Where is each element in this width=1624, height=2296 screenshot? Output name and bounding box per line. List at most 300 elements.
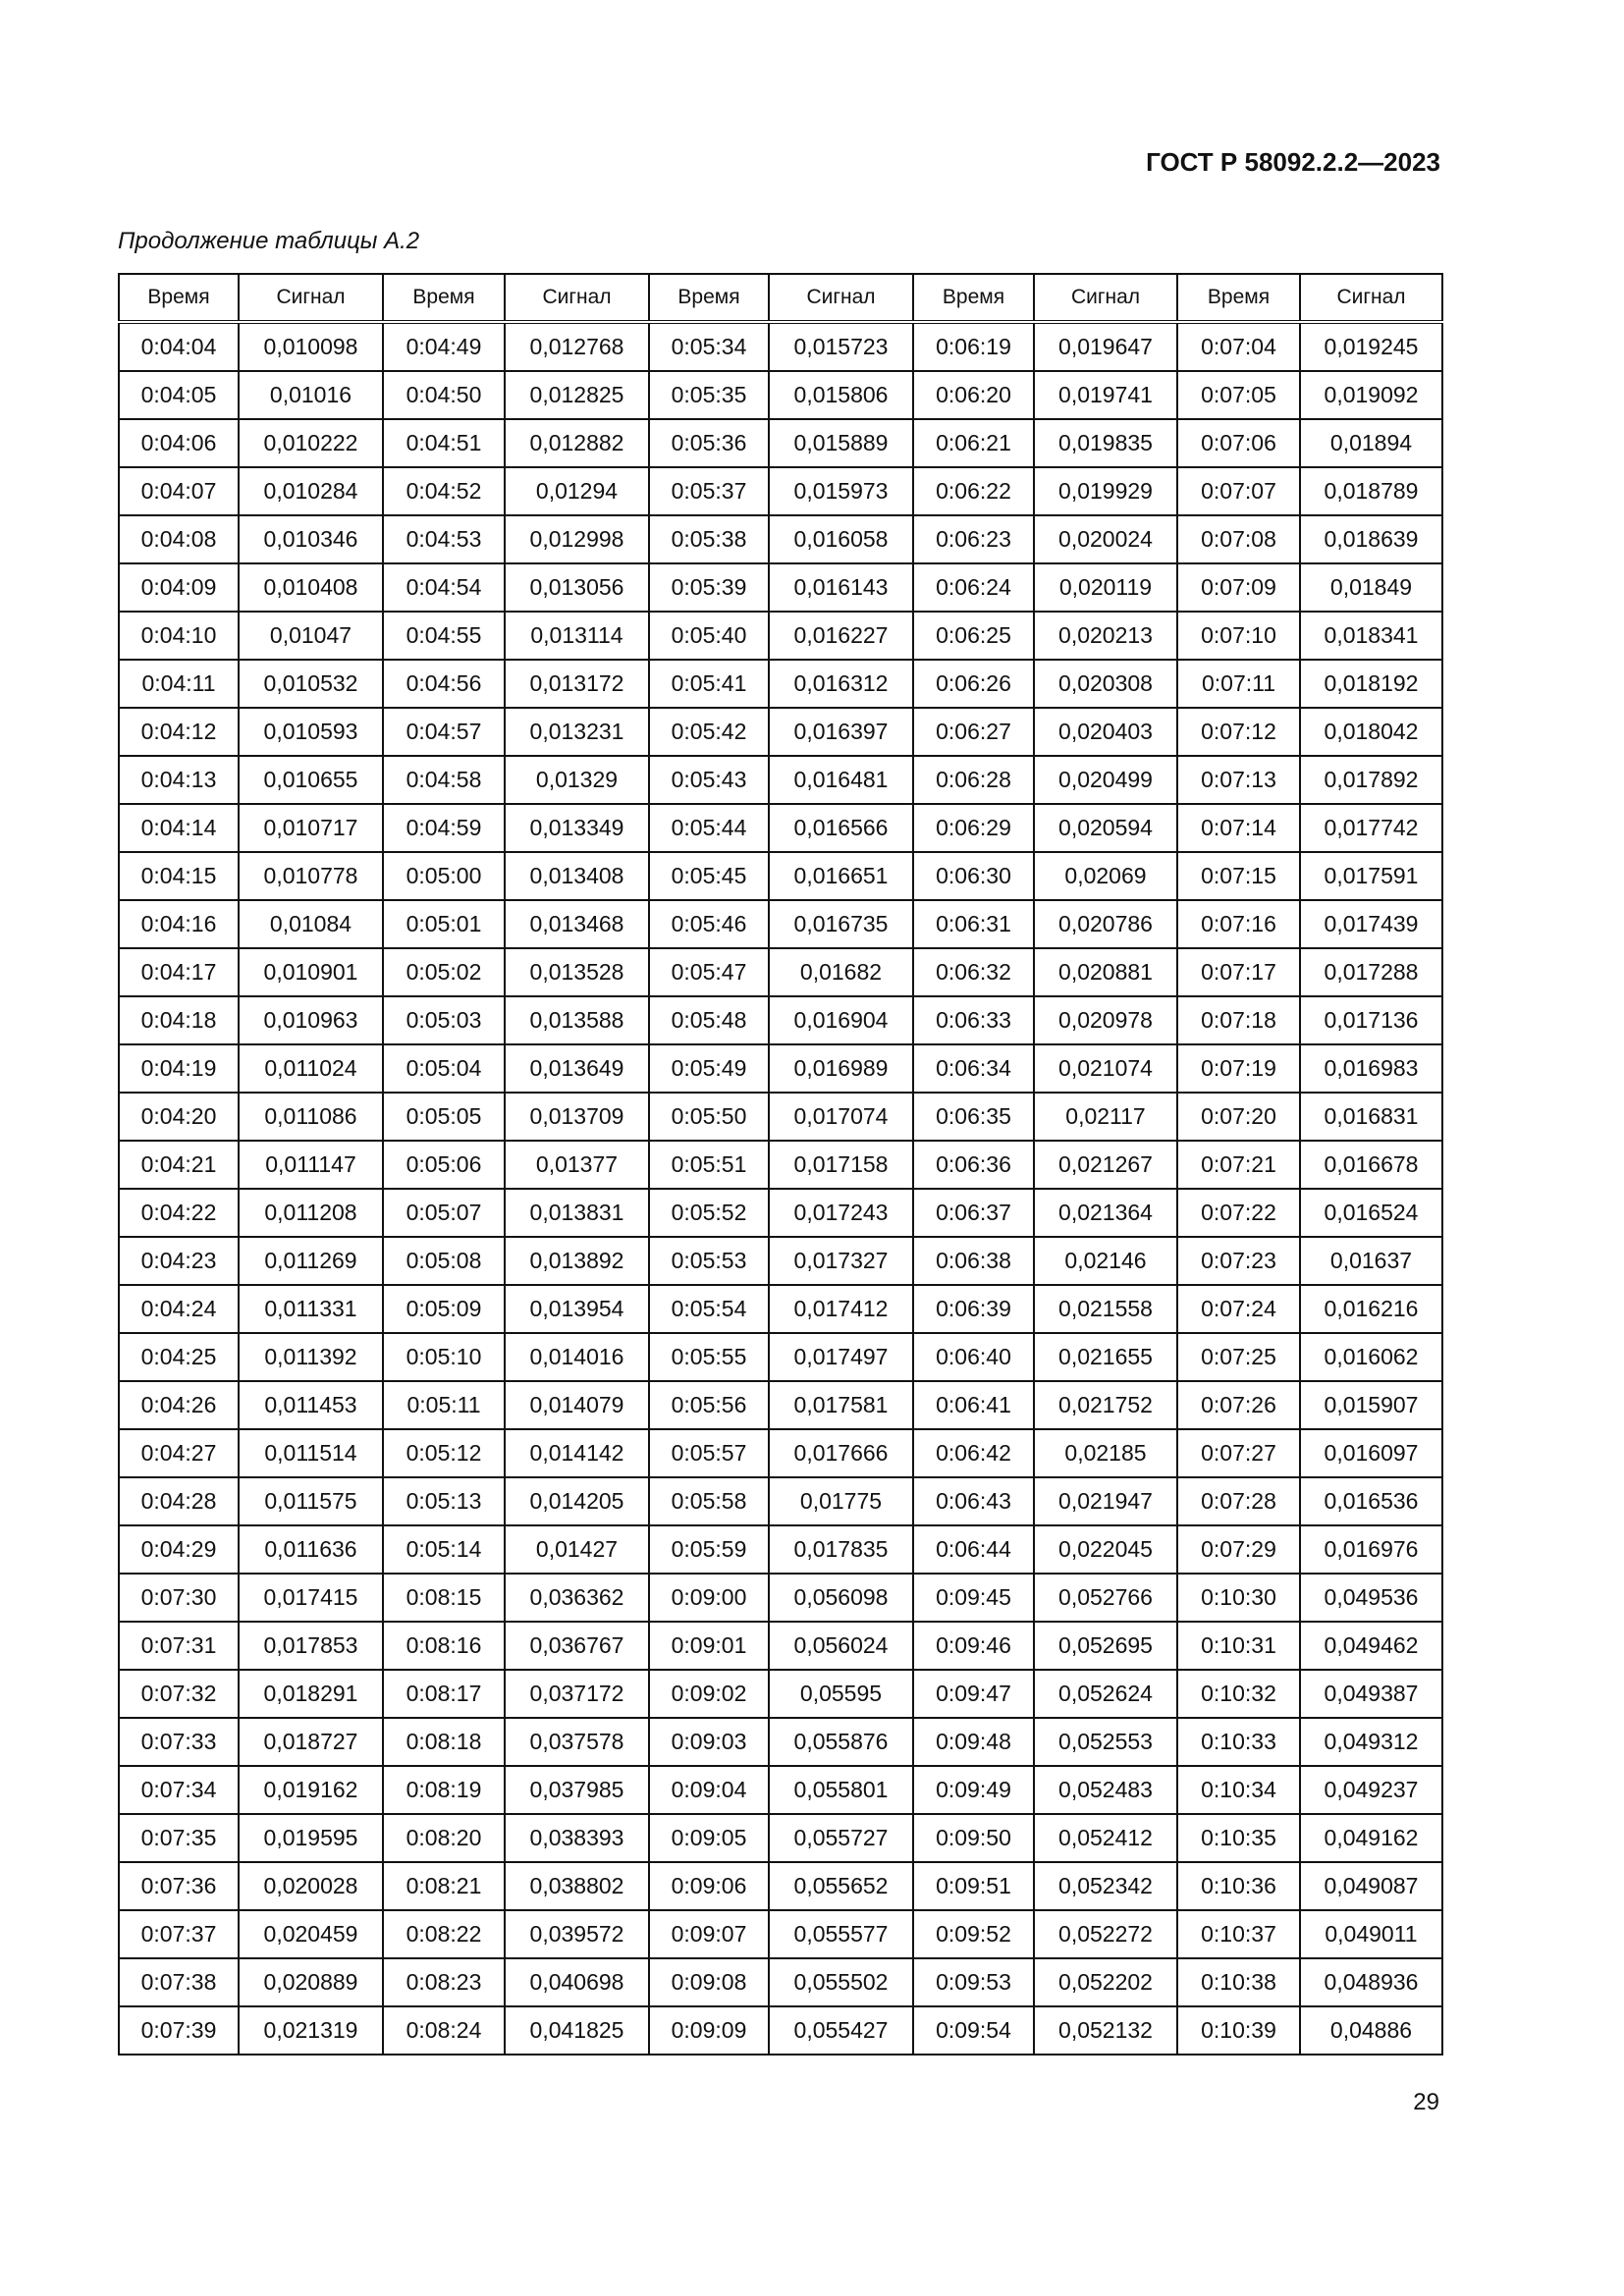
time-cell: 0:07:14: [1177, 804, 1300, 852]
signal-cell: 0,010778: [239, 852, 383, 900]
signal-cell: 0,052272: [1034, 1910, 1177, 1958]
signal-cell: 0,012768: [505, 322, 649, 371]
signal-cell: 0,055727: [769, 1814, 913, 1862]
time-cell: 0:05:47: [649, 948, 769, 996]
signal-cell: 0,052553: [1034, 1718, 1177, 1766]
signal-cell: 0,017327: [769, 1237, 913, 1285]
table-row: [119, 1141, 1442, 1189]
signal-cell: 0,01047: [239, 612, 383, 660]
table-row: [119, 1574, 1442, 1622]
signal-cell: 0,016097: [1300, 1429, 1442, 1477]
signal-cell: 0,056024: [769, 1622, 913, 1670]
signal-cell: 0,010963: [239, 996, 383, 1044]
time-cell: 0:05:37: [649, 467, 769, 515]
time-cell: 0:07:20: [1177, 1093, 1300, 1141]
signal-cell: 0,01377: [505, 1141, 649, 1189]
signal-cell: 0,016536: [1300, 1477, 1442, 1525]
signal-cell: 0,020459: [239, 1910, 383, 1958]
time-cell: 0:04:15: [119, 852, 239, 900]
signal-cell: 0,016143: [769, 563, 913, 612]
time-cell: 0:09:48: [913, 1718, 1034, 1766]
column-header-time: Время: [383, 274, 505, 322]
signal-cell: 0,02185: [1034, 1429, 1177, 1477]
time-cell: 0:04:54: [383, 563, 505, 612]
signal-cell: 0,052412: [1034, 1814, 1177, 1862]
table-row: [119, 660, 1442, 708]
time-cell: 0:07:33: [119, 1718, 239, 1766]
table-row: [119, 1718, 1442, 1766]
table-row: [119, 996, 1442, 1044]
signal-cell: 0,013114: [505, 612, 649, 660]
signal-cell: 0,020594: [1034, 804, 1177, 852]
time-cell: 0:08:20: [383, 1814, 505, 1862]
signal-cell: 0,049462: [1300, 1622, 1442, 1670]
signal-cell: 0,017412: [769, 1285, 913, 1333]
time-cell: 0:07:37: [119, 1910, 239, 1958]
signal-cell: 0,012998: [505, 515, 649, 563]
signal-cell: 0,017415: [239, 1574, 383, 1622]
time-cell: 0:05:40: [649, 612, 769, 660]
data-table: [118, 273, 1443, 2056]
signal-cell: 0,017074: [769, 1093, 913, 1141]
signal-cell: 0,019647: [1034, 322, 1177, 371]
time-cell: 0:07:21: [1177, 1141, 1300, 1189]
signal-cell: 0,013172: [505, 660, 649, 708]
time-cell: 0:05:05: [383, 1093, 505, 1141]
signal-cell: 0,013892: [505, 1237, 649, 1285]
signal-cell: 0,018341: [1300, 612, 1442, 660]
signal-cell: 0,021319: [239, 2006, 383, 2055]
time-cell: 0:04:05: [119, 371, 239, 419]
signal-cell: 0,019595: [239, 1814, 383, 1862]
table-row: [119, 1670, 1442, 1718]
page-number: 29: [1413, 2089, 1439, 2115]
time-cell: 0:05:45: [649, 852, 769, 900]
time-cell: 0:07:24: [1177, 1285, 1300, 1333]
time-cell: 0:04:24: [119, 1285, 239, 1333]
time-cell: 0:05:10: [383, 1333, 505, 1381]
time-cell: 0:09:05: [649, 1814, 769, 1862]
time-cell: 0:06:26: [913, 660, 1034, 708]
signal-cell: 0,013408: [505, 852, 649, 900]
column-header-signal: Сигнал: [769, 274, 913, 322]
time-cell: 0:06:28: [913, 756, 1034, 804]
time-cell: 0:09:01: [649, 1622, 769, 1670]
signal-cell: 0,01775: [769, 1477, 913, 1525]
time-cell: 0:07:27: [1177, 1429, 1300, 1477]
signal-cell: 0,055801: [769, 1766, 913, 1814]
time-cell: 0:10:35: [1177, 1814, 1300, 1862]
time-cell: 0:06:43: [913, 1477, 1034, 1525]
signal-cell: 0,01016: [239, 371, 383, 419]
signal-cell: 0,02117: [1034, 1093, 1177, 1141]
signal-cell: 0,020119: [1034, 563, 1177, 612]
time-cell: 0:08:16: [383, 1622, 505, 1670]
signal-cell: 0,016062: [1300, 1333, 1442, 1381]
signal-cell: 0,049011: [1300, 1910, 1442, 1958]
signal-cell: 0,010655: [239, 756, 383, 804]
time-cell: 0:05:02: [383, 948, 505, 996]
signal-cell: 0,052695: [1034, 1622, 1177, 1670]
time-cell: 0:07:13: [1177, 756, 1300, 804]
time-cell: 0:10:38: [1177, 1958, 1300, 2006]
time-cell: 0:05:38: [649, 515, 769, 563]
time-cell: 0:06:23: [913, 515, 1034, 563]
signal-cell: 0,022045: [1034, 1525, 1177, 1574]
signal-cell: 0,016524: [1300, 1189, 1442, 1237]
signal-cell: 0,01294: [505, 467, 649, 515]
column-header-signal: Сигнал: [239, 274, 383, 322]
time-cell: 0:09:49: [913, 1766, 1034, 1814]
time-cell: 0:09:06: [649, 1862, 769, 1910]
signal-cell: 0,011392: [239, 1333, 383, 1381]
time-cell: 0:09:08: [649, 1958, 769, 2006]
signal-cell: 0,016651: [769, 852, 913, 900]
time-cell: 0:07:22: [1177, 1189, 1300, 1237]
signal-cell: 0,049387: [1300, 1670, 1442, 1718]
signal-cell: 0,016989: [769, 1044, 913, 1093]
signal-cell: 0,019835: [1034, 419, 1177, 467]
signal-cell: 0,017243: [769, 1189, 913, 1237]
column-header-signal: Сигнал: [505, 274, 649, 322]
table-row: [119, 467, 1442, 515]
table-row: [119, 1189, 1442, 1237]
signal-cell: 0,052766: [1034, 1574, 1177, 1622]
signal-cell: 0,019929: [1034, 467, 1177, 515]
time-cell: 0:05:58: [649, 1477, 769, 1525]
signal-cell: 0,010901: [239, 948, 383, 996]
time-cell: 0:07:16: [1177, 900, 1300, 948]
time-cell: 0:07:28: [1177, 1477, 1300, 1525]
signal-cell: 0,040698: [505, 1958, 649, 2006]
time-cell: 0:06:38: [913, 1237, 1034, 1285]
time-cell: 0:05:03: [383, 996, 505, 1044]
signal-cell: 0,052483: [1034, 1766, 1177, 1814]
time-cell: 0:09:07: [649, 1910, 769, 1958]
signal-cell: 0,011636: [239, 1525, 383, 1574]
time-cell: 0:06:33: [913, 996, 1034, 1044]
time-cell: 0:05:41: [649, 660, 769, 708]
signal-cell: 0,04886: [1300, 2006, 1442, 2055]
signal-cell: 0,015889: [769, 419, 913, 467]
time-cell: 0:06:29: [913, 804, 1034, 852]
time-cell: 0:09:09: [649, 2006, 769, 2055]
signal-cell: 0,014142: [505, 1429, 649, 1477]
signal-cell: 0,016397: [769, 708, 913, 756]
signal-cell: 0,013468: [505, 900, 649, 948]
signal-cell: 0,020403: [1034, 708, 1177, 756]
time-cell: 0:06:36: [913, 1141, 1034, 1189]
signal-cell: 0,01637: [1300, 1237, 1442, 1285]
time-cell: 0:08:17: [383, 1670, 505, 1718]
time-cell: 0:06:42: [913, 1429, 1034, 1477]
table-row: [119, 1285, 1442, 1333]
table-row: [119, 1862, 1442, 1910]
table-row: [119, 1044, 1442, 1093]
table-row: [119, 1766, 1442, 1814]
time-cell: 0:04:11: [119, 660, 239, 708]
signal-cell: 0,019741: [1034, 371, 1177, 419]
signal-cell: 0,052342: [1034, 1862, 1177, 1910]
time-cell: 0:05:06: [383, 1141, 505, 1189]
signal-cell: 0,038393: [505, 1814, 649, 1862]
time-cell: 0:05:56: [649, 1381, 769, 1429]
signal-cell: 0,010717: [239, 804, 383, 852]
column-header-time: Время: [1177, 274, 1300, 322]
signal-cell: 0,052202: [1034, 1958, 1177, 2006]
time-cell: 0:06:44: [913, 1525, 1034, 1574]
time-cell: 0:05:08: [383, 1237, 505, 1285]
table-header-row: [119, 274, 1442, 322]
time-cell: 0:07:15: [1177, 852, 1300, 900]
table-row: [119, 1093, 1442, 1141]
time-cell: 0:08:15: [383, 1574, 505, 1622]
time-cell: 0:07:23: [1177, 1237, 1300, 1285]
table-row: [119, 563, 1442, 612]
signal-cell: 0,037985: [505, 1766, 649, 1814]
signal-cell: 0,021752: [1034, 1381, 1177, 1429]
signal-cell: 0,016058: [769, 515, 913, 563]
signal-cell: 0,01427: [505, 1525, 649, 1574]
time-cell: 0:05:57: [649, 1429, 769, 1477]
time-cell: 0:07:08: [1177, 515, 1300, 563]
time-cell: 0:04:22: [119, 1189, 239, 1237]
signal-cell: 0,049536: [1300, 1574, 1442, 1622]
table-row: [119, 612, 1442, 660]
table-row: [119, 1333, 1442, 1381]
time-cell: 0:06:31: [913, 900, 1034, 948]
time-cell: 0:04:27: [119, 1429, 239, 1477]
time-cell: 0:08:24: [383, 2006, 505, 2055]
signal-cell: 0,012825: [505, 371, 649, 419]
time-cell: 0:05:59: [649, 1525, 769, 1574]
signal-cell: 0,021655: [1034, 1333, 1177, 1381]
signal-cell: 0,013056: [505, 563, 649, 612]
time-cell: 0:07:26: [1177, 1381, 1300, 1429]
time-cell: 0:10:34: [1177, 1766, 1300, 1814]
time-cell: 0:10:31: [1177, 1622, 1300, 1670]
time-cell: 0:07:09: [1177, 563, 1300, 612]
time-cell: 0:06:40: [913, 1333, 1034, 1381]
time-cell: 0:09:46: [913, 1622, 1034, 1670]
signal-cell: 0,049087: [1300, 1862, 1442, 1910]
time-cell: 0:10:36: [1177, 1862, 1300, 1910]
signal-cell: 0,015723: [769, 322, 913, 371]
time-cell: 0:04:08: [119, 515, 239, 563]
signal-cell: 0,021267: [1034, 1141, 1177, 1189]
signal-cell: 0,01084: [239, 900, 383, 948]
signal-cell: 0,017742: [1300, 804, 1442, 852]
time-cell: 0:09:54: [913, 2006, 1034, 2055]
time-cell: 0:05:00: [383, 852, 505, 900]
time-cell: 0:09:51: [913, 1862, 1034, 1910]
time-cell: 0:04:16: [119, 900, 239, 948]
signal-cell: 0,055502: [769, 1958, 913, 2006]
signal-cell: 0,011453: [239, 1381, 383, 1429]
time-cell: 0:07:36: [119, 1862, 239, 1910]
time-cell: 0:04:21: [119, 1141, 239, 1189]
table-row: [119, 1381, 1442, 1429]
table-row: [119, 1910, 1442, 1958]
signal-cell: 0,017497: [769, 1333, 913, 1381]
table-row: [119, 1622, 1442, 1670]
document-code: ГОСТ Р 58092.2.2—2023: [1146, 147, 1440, 177]
column-header-time: Время: [119, 274, 239, 322]
signal-cell: 0,016227: [769, 612, 913, 660]
time-cell: 0:04:25: [119, 1333, 239, 1381]
time-cell: 0:07:34: [119, 1766, 239, 1814]
table-row: [119, 322, 1442, 371]
signal-cell: 0,02146: [1034, 1237, 1177, 1285]
time-cell: 0:10:32: [1177, 1670, 1300, 1718]
signal-cell: 0,010346: [239, 515, 383, 563]
signal-cell: 0,016566: [769, 804, 913, 852]
time-cell: 0:04:29: [119, 1525, 239, 1574]
signal-cell: 0,016312: [769, 660, 913, 708]
time-cell: 0:10:33: [1177, 1718, 1300, 1766]
time-cell: 0:04:14: [119, 804, 239, 852]
time-cell: 0:06:41: [913, 1381, 1034, 1429]
table-caption: Продолжение таблицы А.2: [118, 228, 420, 254]
table-body: [119, 322, 1442, 2055]
time-cell: 0:06:21: [913, 419, 1034, 467]
table-row: [119, 948, 1442, 996]
signal-cell: 0,038802: [505, 1862, 649, 1910]
time-cell: 0:04:23: [119, 1237, 239, 1285]
time-cell: 0:07:06: [1177, 419, 1300, 467]
time-cell: 0:05:13: [383, 1477, 505, 1525]
time-cell: 0:06:19: [913, 322, 1034, 371]
signal-cell: 0,020024: [1034, 515, 1177, 563]
table-row: [119, 708, 1442, 756]
time-cell: 0:05:14: [383, 1525, 505, 1574]
signal-cell: 0,055427: [769, 2006, 913, 2055]
signal-cell: 0,017136: [1300, 996, 1442, 1044]
signal-cell: 0,014079: [505, 1381, 649, 1429]
signal-cell: 0,039572: [505, 1910, 649, 1958]
time-cell: 0:04:51: [383, 419, 505, 467]
time-cell: 0:09:04: [649, 1766, 769, 1814]
time-cell: 0:07:19: [1177, 1044, 1300, 1093]
signal-cell: 0,048936: [1300, 1958, 1442, 2006]
signal-cell: 0,020786: [1034, 900, 1177, 948]
signal-cell: 0,011331: [239, 1285, 383, 1333]
signal-cell: 0,017666: [769, 1429, 913, 1477]
table-row: [119, 1237, 1442, 1285]
signal-cell: 0,013588: [505, 996, 649, 1044]
signal-cell: 0,013349: [505, 804, 649, 852]
time-cell: 0:04:09: [119, 563, 239, 612]
signal-cell: 0,011024: [239, 1044, 383, 1093]
signal-cell: 0,021558: [1034, 1285, 1177, 1333]
time-cell: 0:04:13: [119, 756, 239, 804]
signal-cell: 0,021074: [1034, 1044, 1177, 1093]
time-cell: 0:04:07: [119, 467, 239, 515]
time-cell: 0:09:52: [913, 1910, 1034, 1958]
signal-cell: 0,014016: [505, 1333, 649, 1381]
time-cell: 0:07:39: [119, 2006, 239, 2055]
signal-cell: 0,020978: [1034, 996, 1177, 1044]
time-cell: 0:04:50: [383, 371, 505, 419]
time-cell: 0:07:35: [119, 1814, 239, 1862]
signal-cell: 0,01894: [1300, 419, 1442, 467]
signal-cell: 0,037578: [505, 1718, 649, 1766]
time-cell: 0:04:52: [383, 467, 505, 515]
time-cell: 0:07:04: [1177, 322, 1300, 371]
time-cell: 0:04:53: [383, 515, 505, 563]
table-row: [119, 2006, 1442, 2055]
time-cell: 0:06:24: [913, 563, 1034, 612]
table-row: [119, 1429, 1442, 1477]
signal-cell: 0,010532: [239, 660, 383, 708]
signal-cell: 0,016481: [769, 756, 913, 804]
signal-cell: 0,011575: [239, 1477, 383, 1525]
signal-cell: 0,011086: [239, 1093, 383, 1141]
time-cell: 0:05:55: [649, 1333, 769, 1381]
signal-cell: 0,011514: [239, 1429, 383, 1477]
time-cell: 0:07:17: [1177, 948, 1300, 996]
signal-cell: 0,049162: [1300, 1814, 1442, 1862]
signal-cell: 0,020308: [1034, 660, 1177, 708]
signal-cell: 0,017835: [769, 1525, 913, 1574]
signal-cell: 0,017591: [1300, 852, 1442, 900]
signal-cell: 0,049237: [1300, 1766, 1442, 1814]
time-cell: 0:04:55: [383, 612, 505, 660]
signal-cell: 0,021364: [1034, 1189, 1177, 1237]
table-row: [119, 371, 1442, 419]
time-cell: 0:04:20: [119, 1093, 239, 1141]
time-cell: 0:05:44: [649, 804, 769, 852]
time-cell: 0:05:12: [383, 1429, 505, 1477]
signal-cell: 0,01682: [769, 948, 913, 996]
time-cell: 0:05:46: [649, 900, 769, 948]
table-row: [119, 1477, 1442, 1525]
time-cell: 0:04:28: [119, 1477, 239, 1525]
time-cell: 0:05:09: [383, 1285, 505, 1333]
time-cell: 0:04:04: [119, 322, 239, 371]
signal-cell: 0,010098: [239, 322, 383, 371]
time-cell: 0:05:52: [649, 1189, 769, 1237]
time-cell: 0:04:19: [119, 1044, 239, 1093]
signal-cell: 0,016678: [1300, 1141, 1442, 1189]
time-cell: 0:04:18: [119, 996, 239, 1044]
time-cell: 0:07:38: [119, 1958, 239, 2006]
time-cell: 0:07:29: [1177, 1525, 1300, 1574]
signal-cell: 0,013231: [505, 708, 649, 756]
table-row: [119, 756, 1442, 804]
signal-cell: 0,049312: [1300, 1718, 1442, 1766]
table-row: [119, 1814, 1442, 1862]
column-header-signal: Сигнал: [1034, 274, 1177, 322]
time-cell: 0:04:10: [119, 612, 239, 660]
signal-cell: 0,037172: [505, 1670, 649, 1718]
signal-cell: 0,018789: [1300, 467, 1442, 515]
signal-cell: 0,019092: [1300, 371, 1442, 419]
time-cell: 0:04:12: [119, 708, 239, 756]
time-cell: 0:05:35: [649, 371, 769, 419]
time-cell: 0:07:18: [1177, 996, 1300, 1044]
time-cell: 0:05:43: [649, 756, 769, 804]
time-cell: 0:09:00: [649, 1574, 769, 1622]
signal-cell: 0,021947: [1034, 1477, 1177, 1525]
column-header-time: Время: [913, 274, 1034, 322]
signal-cell: 0,056098: [769, 1574, 913, 1622]
table-row: [119, 1525, 1442, 1574]
signal-cell: 0,013831: [505, 1189, 649, 1237]
signal-cell: 0,018042: [1300, 708, 1442, 756]
signal-cell: 0,016904: [769, 996, 913, 1044]
time-cell: 0:09:53: [913, 1958, 1034, 2006]
